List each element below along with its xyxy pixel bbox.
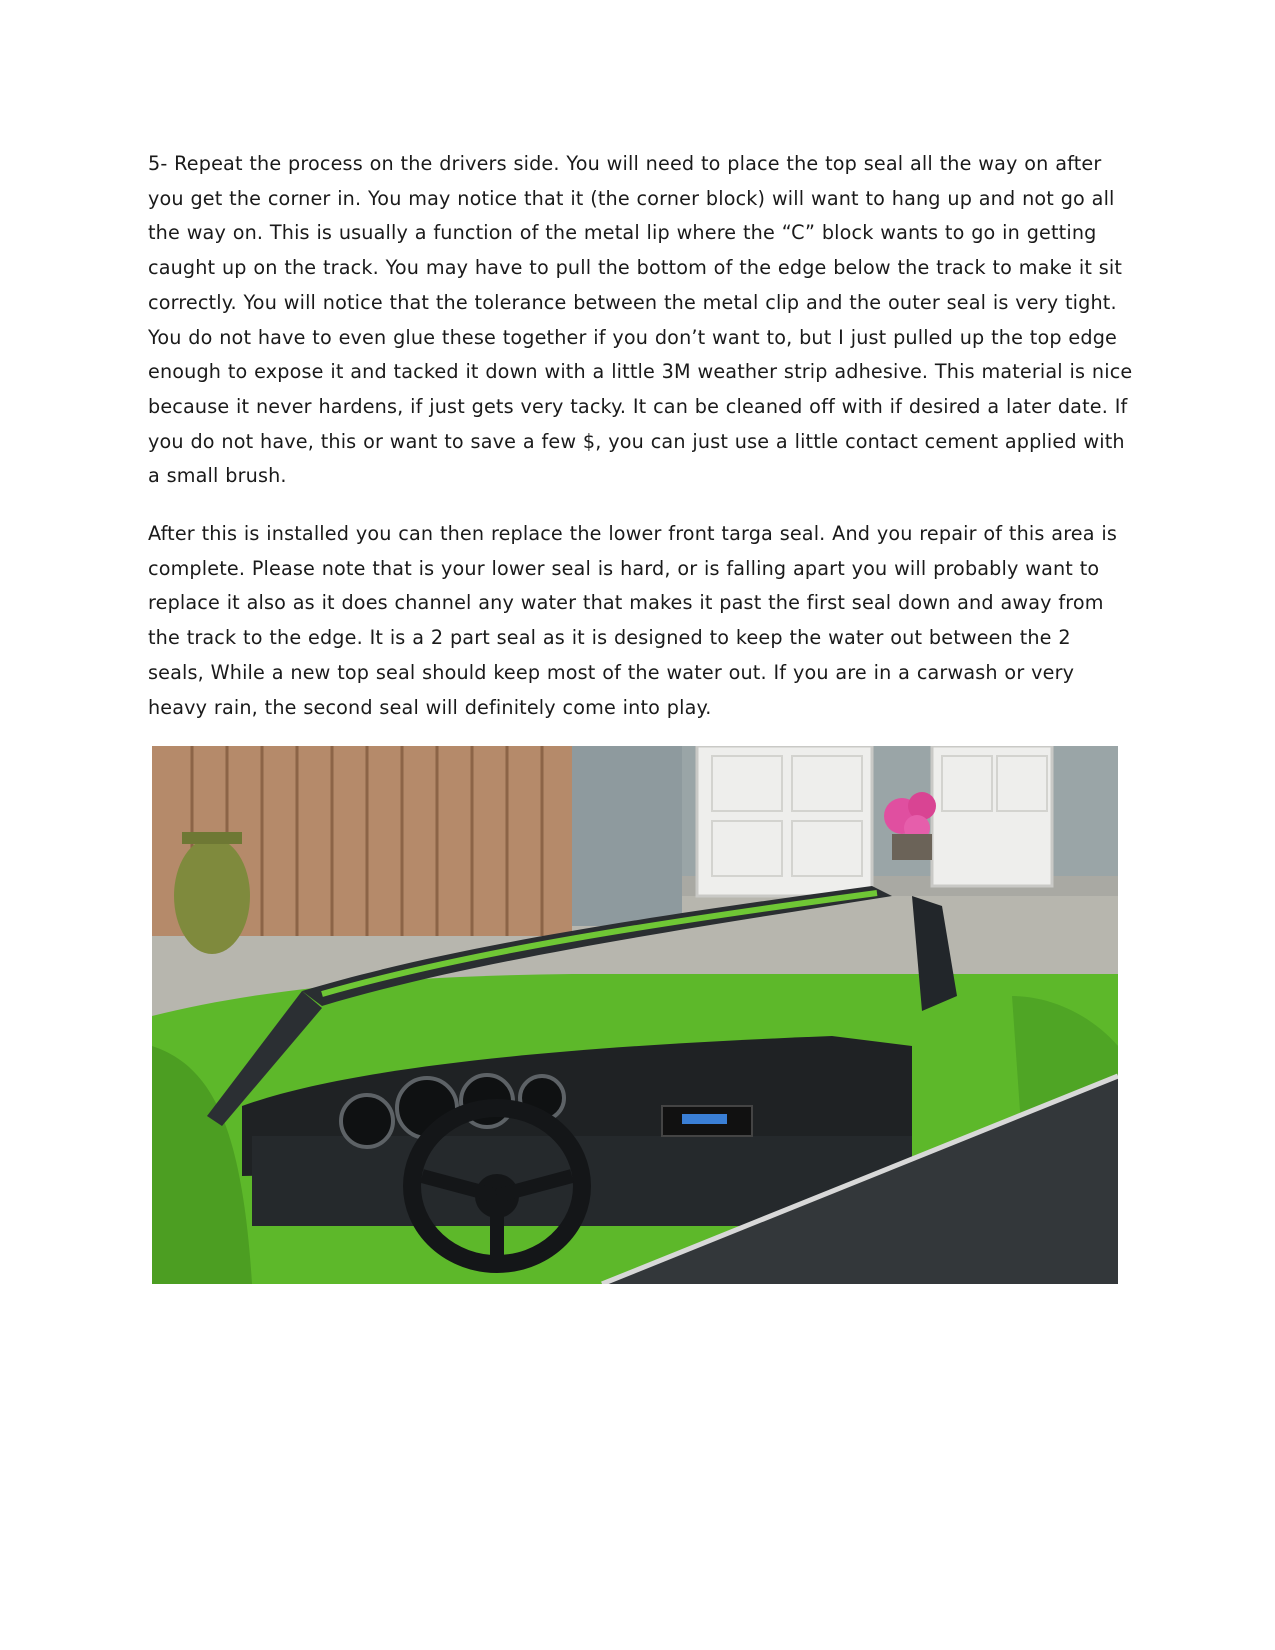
paragraph-step-5: 5- Repeat the process on the drivers side. You will need to place the top seal all the way on after you get the corner in. You may notice that it (the corner block) will want to hang up and not go all the way on. This is usually a function of the metal lip where the “C” block wants to go in getting caught up on the track. You may have to pull the bottom of the edge below the track to make it sit correctly. You will notice that the tolerance between the metal clip and the outer seal is very tight. You do not have to even glue these together if you don’t want to, but I just pulled up the top edge enough to expose it and tacked it down with a little 3M weather strip adhesive. This material is nice because it never hardens, if just gets very tacky. It can be cleaned off with if desired a later date. If you do not have, this or want to save a few $, you can just use a little contact cement applied with a small brush. bbox=[148, 152, 1133, 488]
gauge-1 bbox=[341, 1095, 393, 1147]
car-dashboard-photo bbox=[152, 746, 1118, 1284]
paragraph-lower-seal: After this is installed you can then replace the lower front targa seal. And you repair of this area is complete. Please note that is your lower seal is hard, or is falling apart you will probably want to replace it also as it does channel any water that makes it past the first seal down and away from the track to the edge. It is a 2 part seal as it is designed to keep the water out between the 2 seals, While a new top seal should keep most of the water out. If you are in a carwash or very heavy rain, the second seal will definitely come into play. bbox=[148, 522, 1118, 719]
green-vase bbox=[174, 838, 250, 954]
